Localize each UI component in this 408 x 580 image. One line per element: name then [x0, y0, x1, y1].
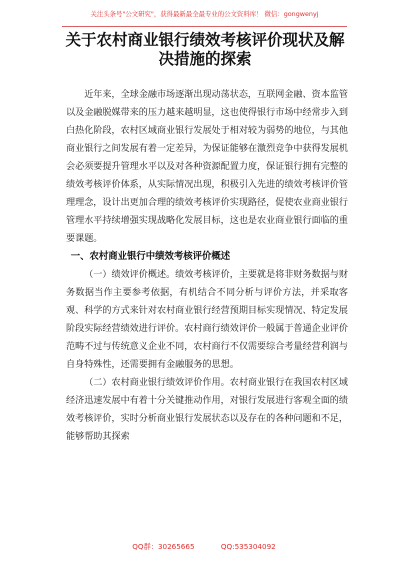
header-banner: 关注头条号"公文研究"，获得最新最全最专业的公文资料库！ 微信：gongwenyj — [90, 10, 319, 18]
section-paragraph: （一）绩效评价概述。绩效考核评价，主要就是将非财务数据与财务数据当作主要参考依据，有机结合不同分析与评价方法，并采取客观、科学的方式来针对农村商业银行经营预期目标实现情况、特定发展阶段实际经营绩效进行评价。农村商行绩效评价一般属于普通企业评价范畴不过与传统意义企业不同，农村商行不仅需要综合考量经营利润与自身特殊性，还需要拥有金融服务的思想。 — [66, 270, 348, 370]
document-body — [66, 86, 348, 446]
title-line-1: 关于农村商业银行绩效考核评价现状及解 — [65, 30, 345, 49]
footer-qq-group: QQ群：30265665 — [132, 542, 195, 551]
footer-qq: QQ:535304092 — [220, 542, 276, 551]
section-paragraph: （二）农村商业银行绩效评价作用。农村商业银行在我国农村区域经济迅速发展中有着十分关键推动作用，对银行发展进行客观全面的绩效考核评价，实时分析商业银行发展状态以及存在的各种问题和不足，能够帮助其探索 — [66, 378, 348, 442]
intro-paragraph: 近年来，全球金融市场逐渐出现动荡状态，互联网金融、资本监管以及金融脱媒带来的压力越来越明显，这也使得银行市场中经常步入到白热化阶段，农村区域商业银行发展处于相对较为弱势的地位，与其他商业银行之间发展有着一定差异，为保证能够在激烈竞争中获得发展机会必须要提升管理水平以及对各种资源配置力度，保证银行拥有完整的绩效考核评价体系，从实际情况出现，积极引入先进的绩效考核评价管理理念，设计出更加合理的绩效考核评价实现路径，促使农业商业银行管理水平持续增强实现战略化发展目标，这也是农业商业银行面临的重要课题。 — [66, 90, 348, 244]
header-divider — [62, 26, 347, 27]
footer — [0, 542, 408, 552]
section-heading: 一、农村商业银行中绩效考核评价概述 — [70, 251, 231, 262]
document-title — [60, 30, 350, 68]
title-line-2: 决措施的探索 — [158, 49, 252, 68]
